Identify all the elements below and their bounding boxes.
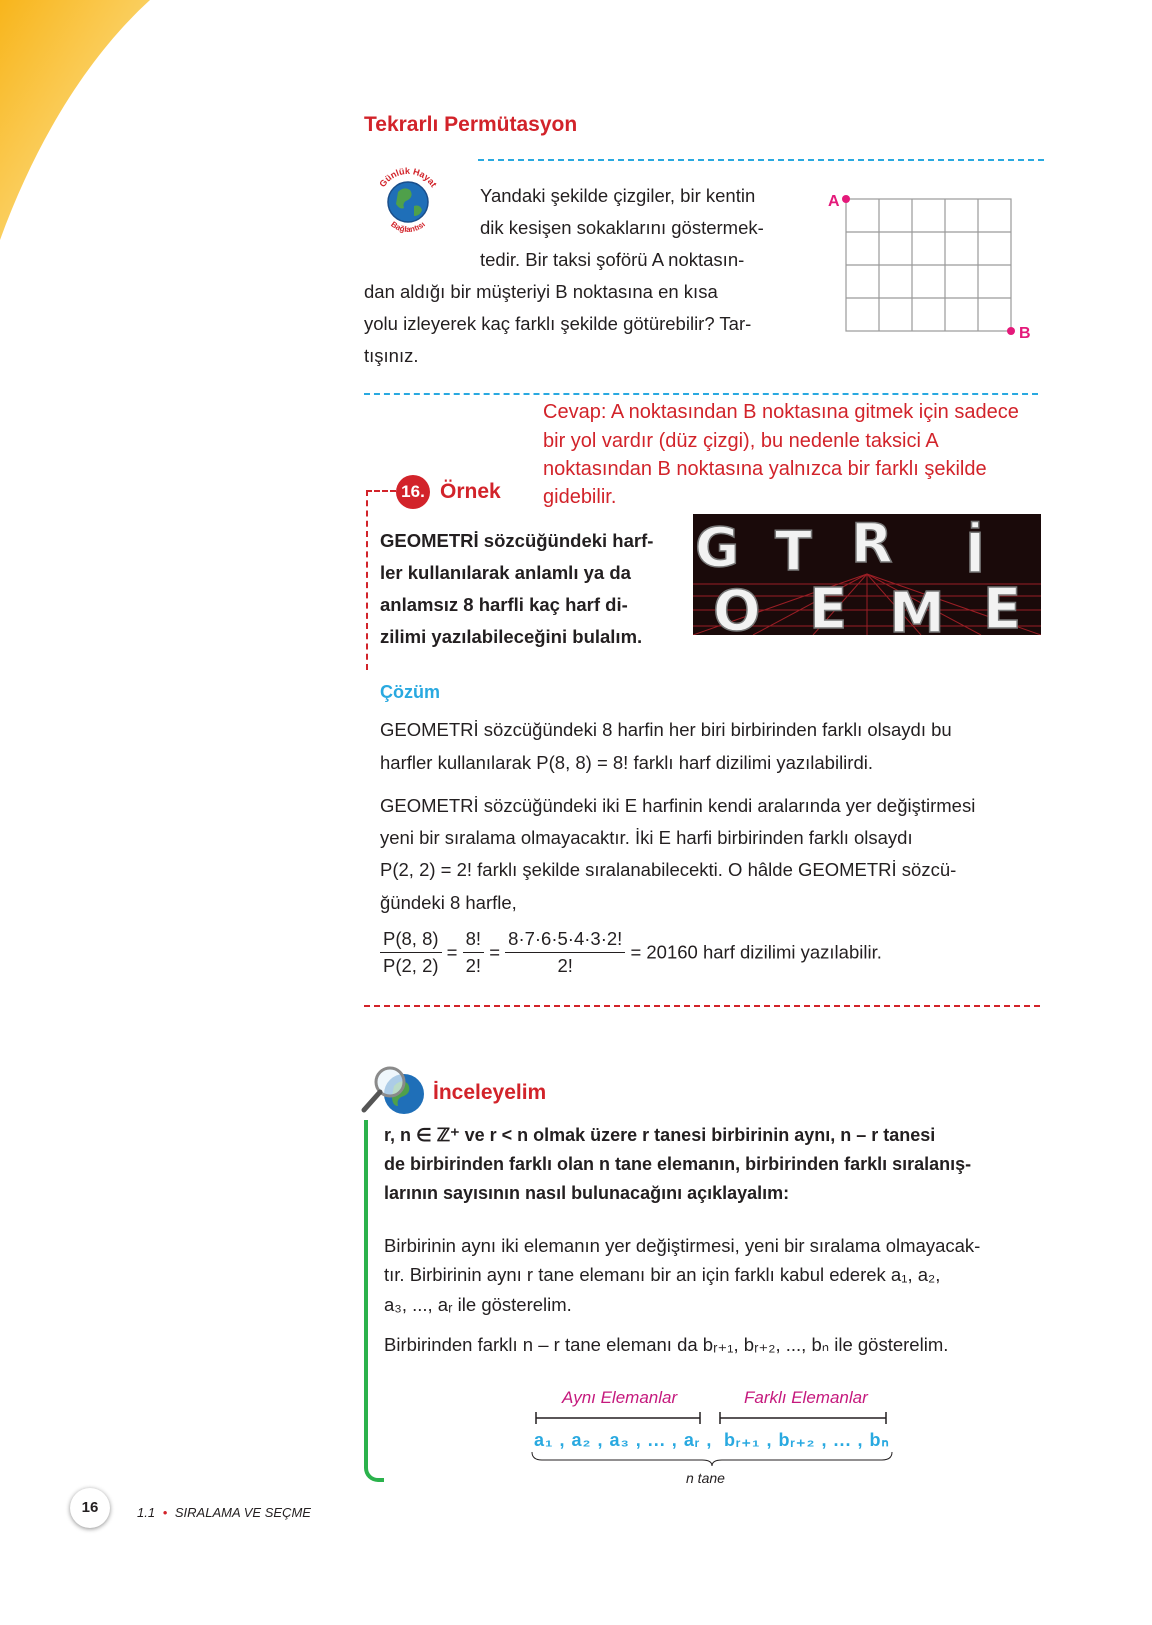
daily-life-line: tedir. Bir taksi şoförü A noktasın- [480,249,745,270]
answer-line: gidebilir. [543,486,617,508]
answer-line: noktasından B noktasına yalnızca bir farklı şekilde [543,458,987,480]
divider [364,1005,1040,1007]
point-b-marker [1007,327,1015,335]
solution-line: GEOMETRİ sözcüğündeki 8 harfin her biri birbirinden farklı olsaydı bu [380,719,952,740]
example-bracket-top [366,490,396,492]
daily-life-line: dan aldığı bir müşteriyi B noktasına en kısa [364,281,718,302]
different-elements-sequence: bᵣ₊₁ , bᵣ₊₂ , ... , bₙ [724,1430,890,1450]
examine-bold-line: de birbirinden farklı olan n tane elemanın, birbirinden farklı sıralanış- [384,1154,972,1174]
example-number-badge: 16. [396,475,430,509]
divider [478,159,1044,161]
examine-bold-line: r, n ∈ ℤ⁺ ve r < n olmak üzere r tanesi birbirinin aynı, n – r tanesi [384,1125,936,1145]
daily-life-line: yolu izleyerek kaç farklı şekilde götürebilir? Tar- [364,313,752,334]
letter-tile: E [983,577,1022,635]
answer-line: bir yol vardır (düz çizgi), bu nedenle taksici A [543,430,939,452]
corner-decoration [0,0,260,260]
letter-tile: E [809,577,848,635]
solution-line: harfler kullanılarak P(8, 8) = 8! farklı harf dizilimi yazılabilirdi. [380,752,873,773]
example-line: zilimi yazılabileceğini bulalım. [380,626,643,647]
point-a-marker [842,195,850,203]
magnifier-globe-icon [360,1062,428,1116]
letter-tile: İ [965,522,986,585]
badge-top-text: Günlük Hayat [377,165,439,189]
answer-line: Cevap: A noktasından B noktasına gitmek için sadece [543,401,1019,423]
solution-label: Çözüm [380,682,440,702]
letter-tile: M [889,581,945,635]
section-title: Tekrarlı Permütasyon [364,113,578,136]
letter-tile: T [775,520,812,583]
example-line: anlamsız 8 harfli kaç harf di- [380,594,628,615]
letter-tile: G [695,516,740,579]
daily-life-line: tışınız. [364,345,419,366]
daily-life-line: dik kesişen sokaklarını göstermek- [480,217,764,238]
n-elements-label: n tane [686,1470,725,1486]
examine-line: Birbirinin aynı iki elemanın yer değiştirmesi, yeni bir sıralama olmayacak- [384,1235,981,1256]
equals-sign: = [446,941,458,963]
same-elements-label: Aynı Elemanlar [562,1388,678,1407]
different-elements-label: Farklı Elemanlar [744,1388,868,1407]
letter-tile: R [851,514,893,575]
footer-chapter [137,1505,311,1520]
solution-line: yeni bir sıralama olmayacaktır. İki E harfi birbirinden farklı olsaydı [380,827,913,848]
formula [380,928,882,977]
geometri-letters-image [693,514,1041,635]
examine-bracket [364,1120,384,1482]
point-b-label: B [1019,325,1031,342]
page-number: 16 [70,1488,110,1528]
examine-line: a₃, ..., aᵣ ile gösterelim. [384,1294,572,1315]
solution-line: GEOMETRİ sözcüğündeki iki E harfinin kendi aralarında yer değiştirmesi [380,795,976,816]
examine-line: Birbirinden farklı n – r tane elemanı da bᵣ₊₁, bᵣ₊₂, ..., bₙ ile gösterelim. [384,1334,949,1355]
chapter-number: 1.1 [137,1505,156,1520]
daily-life-line: Yandaki şekilde çizgiler, bir kentin [480,185,756,206]
example-label: Örnek [440,480,501,503]
fraction: $\frac{8\cdot 7\cdot 6\cdot 5\cdot 4\cdot 3\cdot 2!}{2!}$ [505,928,625,977]
point-a-label: A [828,193,840,210]
example-bracket-left [366,490,368,670]
divider [364,393,1038,395]
solution-line: P(2, 2) = 2! farklı şekilde sıralanabilecekti. O hâlde GEOMETRİ sözcü- [380,859,957,880]
fraction: $\frac{P(8, 8)}{P(2, 2)}$ [380,928,442,977]
same-elements-sequence: a₁ , a₂ , a₃ , ... , aᵣ , [534,1430,713,1450]
chapter-title: SIRALAMA VE SEÇME [174,1505,311,1520]
solution-line: ğündeki 8 harfle, [380,892,517,913]
example-line: GEOMETRİ sözcüğündeki harf- [380,530,654,551]
badge-bottom-text: Bağlantısı [389,219,427,235]
example-line: ler kullanılarak anlamlı ya da [380,562,631,583]
street-grid [824,186,1034,346]
examine-line: tır. Birbirinin aynı r tane elemanı bir an için farklı kabul ederek a₁, a₂, [384,1264,941,1285]
letter-tile: O [713,579,761,635]
examine-bold-line: larının sayısının nasıl bulunacağını açıklayalım: [384,1183,790,1203]
equals-sign: = [489,941,501,963]
globe-icon [368,162,448,242]
fraction: $\frac{8!}{2!}$ [463,928,484,977]
examine-title: İnceleyelim [433,1081,547,1104]
formula-result: = 20160 harf dizilimi yazılabilir. [630,941,882,963]
chapter-bullet: • [162,1505,168,1520]
